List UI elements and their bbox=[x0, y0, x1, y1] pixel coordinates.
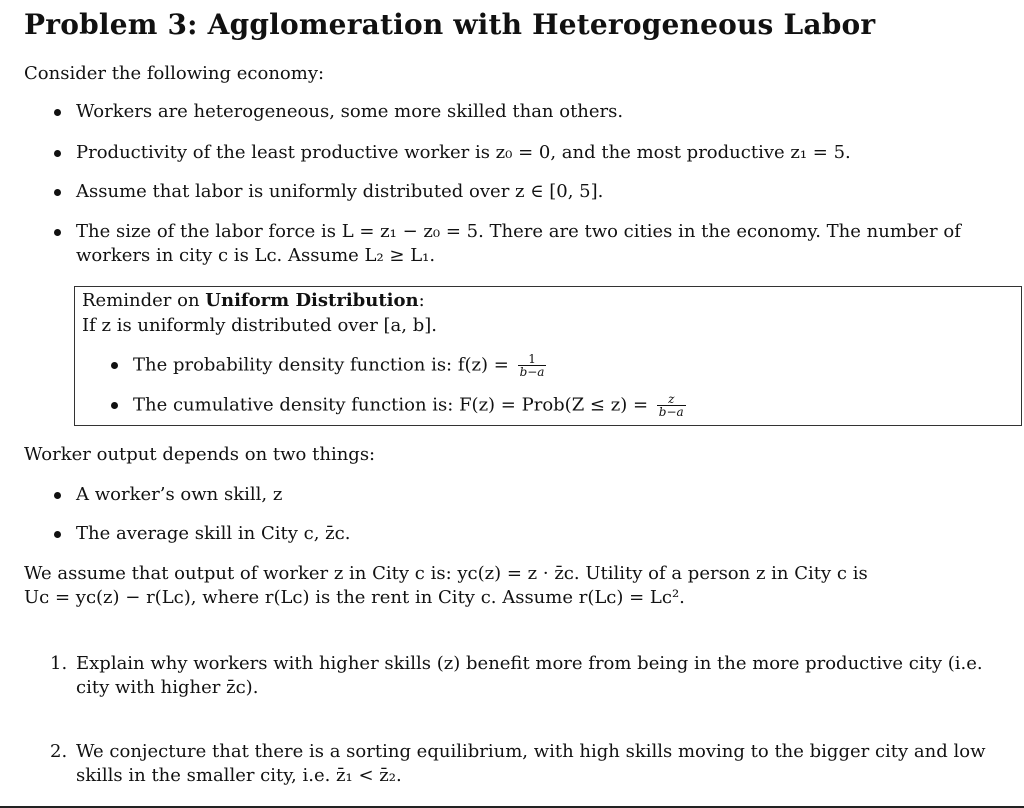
cdf-numerator: z bbox=[657, 393, 686, 406]
bullet-item bbox=[76, 180, 603, 204]
bullet-item bbox=[76, 522, 350, 546]
reminder-bold-term: Uniform Distribution bbox=[205, 290, 419, 311]
pdf-text: The probability density function is: f(z) = bbox=[133, 354, 515, 376]
bullet-dot-icon bbox=[54, 229, 61, 236]
cdf-fraction bbox=[657, 393, 686, 418]
bullet-text: The average skill in City c, z̄ᴄ. bbox=[76, 523, 351, 544]
assumption-line1: We assume that output of worker z in City c is: yᴄ(z) = z · z̄ᴄ. Utility of a person z in City c is bbox=[24, 563, 868, 584]
question-continuation: city with higher z̄ᴄ). bbox=[76, 677, 259, 698]
bullet-dot-icon bbox=[54, 492, 61, 499]
bullet-dot-icon bbox=[54, 150, 61, 157]
bullet-dot-icon bbox=[54, 531, 61, 538]
cdf-bullet bbox=[133, 393, 686, 418]
reminder-prefix: Reminder on bbox=[82, 290, 206, 311]
bullet-continuation: workers in city c is Lᴄ. Assume L₂ ≥ L₁. bbox=[76, 245, 436, 266]
pdf-bullet bbox=[133, 353, 546, 378]
intro-text: Consider the following economy: bbox=[24, 63, 325, 84]
bullet-dot-icon bbox=[111, 402, 118, 409]
reminder-box bbox=[74, 286, 1022, 426]
reminder-line2: If z is uniformly distributed over [a, b]. bbox=[82, 315, 437, 336]
cdf-denominator: b−a bbox=[658, 405, 684, 419]
bullet-item bbox=[76, 220, 961, 244]
question-item bbox=[50, 652, 983, 676]
pdf-fraction bbox=[518, 353, 547, 378]
bullet-dot-icon bbox=[54, 109, 61, 116]
bullet-dot-icon bbox=[111, 362, 118, 369]
bullet-item bbox=[76, 141, 851, 165]
bullet-item bbox=[76, 483, 282, 507]
problem-title: Problem 3: Agglomeration with Heterogeneous Labor bbox=[24, 8, 876, 41]
question-text: We conjecture that there is a sorting equilibrium, with high skills moving to the bigger city and low bbox=[76, 741, 986, 762]
bullet-dot-icon bbox=[54, 189, 61, 196]
pdf-numerator: 1 bbox=[518, 353, 547, 366]
pdf-denominator: b−a bbox=[519, 365, 545, 379]
question-continuation: skills in the smaller city, i.e. z̄₁ < z̄₂. bbox=[76, 765, 402, 786]
question-number: 2. bbox=[50, 741, 68, 762]
cdf-text: The cumulative density function is: F(z) = Prob(Z ≤ z) = bbox=[133, 394, 654, 416]
bullet-text: Assume that labor is uniformly distributed over z ∈ [0, 5]. bbox=[76, 181, 604, 202]
reminder-heading bbox=[82, 289, 425, 313]
question-text: Explain why workers with higher skills (z) benefit more from being in the more productive city (i.e. bbox=[76, 653, 983, 674]
assumption-line2: Uᴄ = yᴄ(z) − r(Lᴄ), where r(Lᴄ) is the rent in City c. Assume r(Lᴄ) = Lᴄ². bbox=[24, 587, 685, 608]
question-number: 1. bbox=[50, 653, 68, 674]
bullet-text: Productivity of the least productive worker is z₀ = 0, and the most productive z₁ = 5. bbox=[76, 142, 851, 163]
bullet-item bbox=[76, 100, 623, 124]
output-intro: Worker output depends on two things: bbox=[24, 444, 376, 465]
bullet-text: Workers are heterogeneous, some more skilled than others. bbox=[76, 101, 624, 122]
bullet-text: A worker’s own skill, z bbox=[76, 484, 283, 505]
reminder-suffix: : bbox=[418, 290, 425, 311]
question-item bbox=[50, 740, 986, 764]
bullet-text: The size of the labor force is L = z₁ − z₀ = 5. There are two cities in the economy. The number of bbox=[76, 221, 961, 242]
